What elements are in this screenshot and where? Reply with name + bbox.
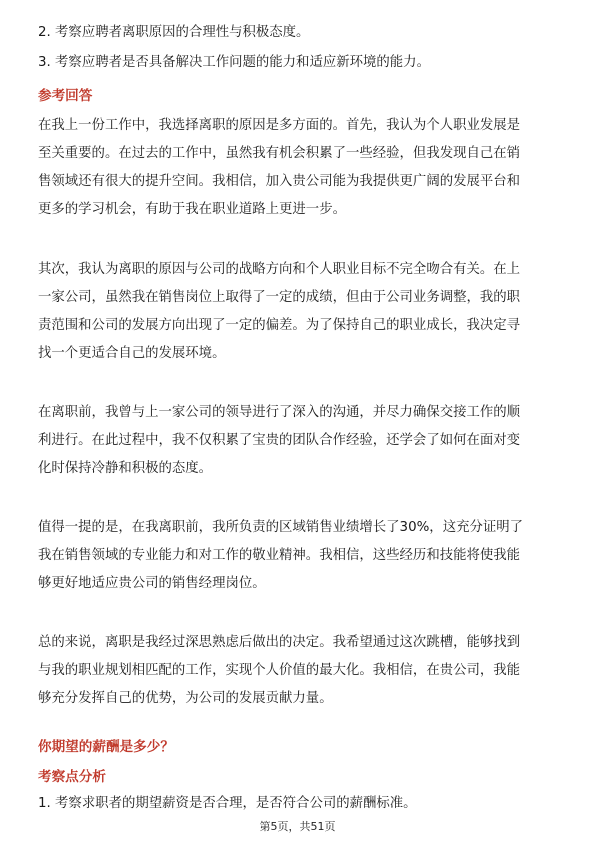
paragraph-line: 至关重要的。在过去的工作中，虽然我有机会积累了一些经验，但我发现自己在销: [38, 146, 521, 161]
paragraph-line: 与我的职业规划相匹配的工作，实现个人价值的最大化。我相信，在贵公司，我能: [38, 663, 521, 678]
paragraph-line: 够充分发挥自己的优势，为公司的发展贡献力量。: [38, 691, 333, 706]
question-heading: 你期望的薪酬是多少？: [38, 739, 174, 755]
paragraph-line: 其次，我认为离职的原因与公司的战略方向和个人职业目标不完全吻合有关。在上: [38, 262, 521, 277]
paragraph-line: 责范围和公司的发展方向出现了一定的偏差。为了保持自己的职业成长，我决定寻: [38, 318, 521, 333]
criteria-item-3: 3. 考察应聘者是否具备解决工作问题的能力和适应新环境的能力。: [38, 55, 430, 70]
paragraph-line: 在离职前，我曾与上一家公司的领导进行了深入的沟通，并尽力确保交接工作的顺: [38, 405, 521, 420]
paragraph-line: 售领域还有很大的提升空间。我相信，加入贵公司能为我提供更广阔的发展平台和: [38, 174, 521, 189]
paragraph-line: 在我上一份工作中，我选择离职的原因是多方面的。首先，我认为个人职业发展是: [38, 118, 521, 133]
paragraph-line: 总的来说，离职是我经过深思熟虑后做出的决定。我希望通过这次跳槽，能够找到: [38, 635, 521, 650]
paragraph-line: 一家公司，虽然我在销售岗位上取得了一定的成绩，但由于公司业务调整，我的职: [38, 290, 521, 305]
paragraph-line: 化时保持冷静和积极的态度。: [38, 461, 213, 476]
paragraph-line: 我在销售领域的专业能力和对工作的敬业精神。我相信，这些经历和技能将使我能: [38, 548, 521, 563]
page-number-footer: 第5页，共51页: [259, 820, 336, 833]
paragraph-line: 找一个更适合自己的发展环境。: [38, 346, 226, 361]
paragraph-line: 值得一提的是，在我离职前，我所负责的区域销售业绩增长了30%，这充分证明了: [38, 520, 524, 535]
paragraph-line: 更多的学习机会，有助于我在职业道路上更进一步。: [38, 202, 346, 217]
analysis-heading: 考察点分析: [38, 769, 106, 785]
analysis-item-1: 1. 考察求职者的期望薪资是否合理，是否符合公司的薪酬标准。: [38, 796, 417, 811]
criteria-item-2: 2. 考察应聘者离职原因的合理性与积极态度。: [38, 25, 310, 40]
paragraph-line: 够更好地适应贵公司的销售经理岗位。: [38, 576, 266, 591]
paragraph-line: 利进行。在此过程中，我不仅积累了宝贵的团队合作经验，还学会了如何在面对变: [38, 433, 521, 448]
answer-heading: 参考回答: [38, 88, 93, 104]
